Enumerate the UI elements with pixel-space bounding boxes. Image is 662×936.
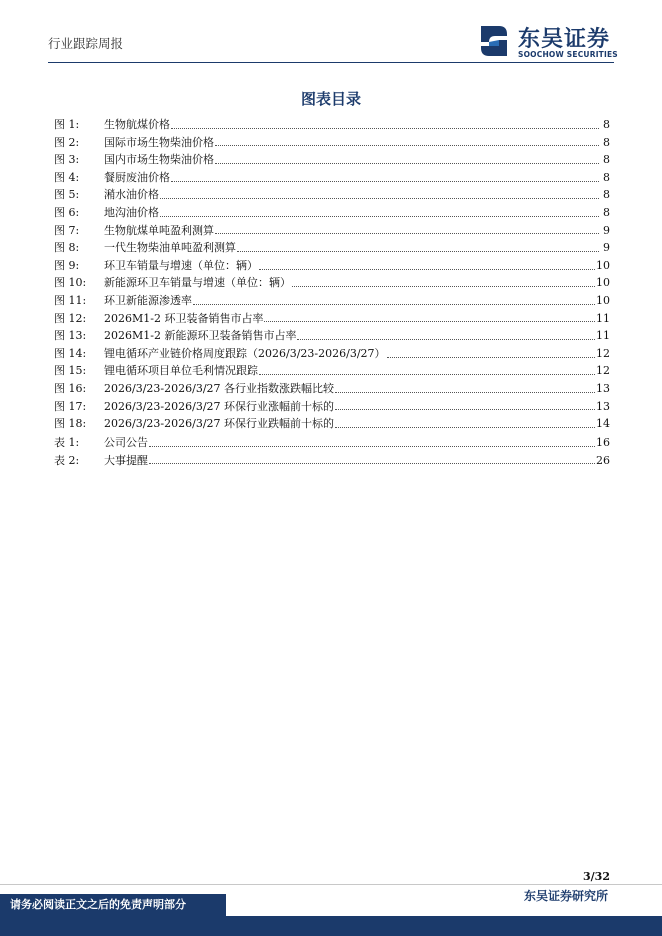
figure-entry-page: 9 [603, 241, 610, 255]
figure-entry-title: 环卫车销量与增速（单位：辆） [104, 258, 258, 272]
figure-entry-page: 12 [596, 364, 610, 378]
dot-leader [171, 117, 599, 129]
table-entry-page: 16 [596, 436, 610, 449]
figure-entry[interactable] [54, 204, 610, 222]
dot-leader [335, 381, 595, 393]
figure-entry[interactable] [54, 222, 610, 240]
footer-divider [0, 884, 662, 885]
dot-leader [259, 258, 595, 270]
figure-entry[interactable] [54, 151, 610, 169]
figure-entry-page: 8 [603, 205, 610, 219]
figure-entry-title: 餐厨废油价格 [104, 170, 170, 184]
figure-entry-title: 地沟油价格 [104, 205, 159, 219]
footer-bar [0, 916, 662, 936]
figure-entry[interactable] [54, 239, 610, 257]
figure-entry-page: 11 [596, 329, 610, 343]
figure-entry-number: 图 3: [54, 153, 80, 167]
figure-entry-page: 12 [596, 346, 610, 360]
figure-entry[interactable] [54, 257, 610, 275]
figure-entry-title: 生物航煤价格 [104, 118, 170, 131]
dot-leader [160, 187, 599, 199]
dot-leader [387, 346, 595, 358]
logo-text-cn: 东吴证券 [518, 27, 611, 52]
figure-entry-number: 图 14: [54, 346, 87, 360]
figure-entry-title: 新能源环卫车销量与增速（单位：辆） [104, 276, 291, 290]
dot-leader [297, 328, 595, 340]
dot-leader [264, 310, 595, 322]
dot-leader [215, 222, 599, 234]
dot-leader [335, 398, 595, 410]
table-entry-title: 大事提醒 [104, 453, 148, 467]
figure-entry-page: 8 [603, 188, 610, 202]
figure-entry[interactable] [54, 345, 610, 363]
figure-entry-number: 图 2: [54, 135, 80, 149]
figure-entry-number: 图 8: [54, 241, 80, 255]
disclaimer-notice: 请务必阅读正文之后的免责声明部分 [0, 894, 226, 916]
dot-leader [335, 416, 595, 428]
table-entry[interactable] [54, 452, 610, 470]
figure-entry[interactable] [54, 186, 610, 204]
figure-entry-title: 2026M1-2 新能源环卫装备销售市占率 [104, 329, 297, 343]
figure-entry-page: 13 [596, 381, 610, 395]
table-entry-title: 公司公告 [104, 436, 148, 449]
figure-entry-title: 锂电循环产业链价格周度跟踪（2026/3/23-2026/3/27） [104, 346, 386, 360]
dot-leader [215, 152, 599, 164]
figure-entry[interactable] [54, 415, 610, 433]
figure-entry-number: 图 18: [54, 417, 87, 431]
figure-entry[interactable] [54, 116, 610, 134]
figure-entry-number: 图 13: [54, 329, 87, 343]
figure-entry-page: 13 [596, 399, 610, 413]
header-divider [48, 62, 614, 63]
figure-entry-page: 10 [596, 276, 610, 290]
report-category: 行业跟踪周报 [48, 36, 124, 51]
figure-entry-page: 8 [603, 118, 610, 131]
figure-entry-number: 图 6: [54, 205, 80, 219]
figure-entry-title: 2026/3/23-2026/3/27 环保行业跌幅前十标的 [104, 417, 335, 431]
figure-entry-page: 8 [603, 153, 610, 167]
table-entry-number: 表 1: [54, 436, 80, 449]
figure-entry-page: 8 [603, 170, 610, 184]
figure-entry-title: 一代生物柴油单吨盈利测算 [104, 241, 236, 255]
table-entry-number: 表 2: [54, 453, 80, 467]
dot-leader [149, 452, 595, 464]
page-number: 3/32 [583, 870, 610, 883]
table-list [54, 434, 610, 469]
figure-entry-number: 图 16: [54, 381, 87, 395]
figure-entry-title: 锂电循环项目单位毛利情况跟踪 [104, 364, 258, 378]
dot-leader [292, 275, 595, 287]
figure-entry-number: 图 11: [54, 293, 87, 307]
figure-entry-page: 10 [596, 258, 610, 272]
figure-entry-number: 图 10: [54, 276, 87, 290]
logo-text-en: SOOCHOW SECURITIES [518, 50, 618, 59]
figure-entry[interactable] [54, 292, 610, 310]
page-title: 图表目录 [300, 90, 361, 108]
figure-entry-title: 生物航煤单吨盈利测算 [104, 223, 214, 237]
dot-leader [160, 205, 599, 217]
dot-leader [193, 293, 595, 305]
figure-entry-page: 9 [603, 223, 610, 237]
figure-entry-title: 国际市场生物柴油价格 [104, 135, 214, 149]
figure-entry[interactable] [54, 310, 610, 328]
dot-leader [171, 170, 599, 182]
figure-entry-page: 11 [596, 311, 610, 325]
table-entry-page: 26 [596, 453, 610, 467]
figure-entry-title: 环卫新能源渗透率 [104, 293, 192, 307]
figure-entry-number: 图 4: [54, 170, 80, 184]
figure-entry-number: 图 1: [54, 118, 80, 131]
soochow-logo-icon [475, 22, 513, 60]
dot-leader [259, 363, 595, 375]
figure-entry[interactable] [54, 362, 610, 380]
figure-entry-title: 2026M1-2 环卫装备销售市占率 [104, 311, 264, 325]
figure-entry-title: 2026/3/23-2026/3/27 各行业指数涨跌幅比较 [104, 381, 335, 395]
figure-entry-title: 潲水油价格 [104, 188, 159, 202]
dot-leader [215, 134, 599, 146]
dot-leader [237, 240, 599, 252]
figure-entry[interactable] [54, 398, 610, 416]
figure-entry-number: 图 12: [54, 311, 87, 325]
figure-entry[interactable] [54, 274, 610, 292]
dot-leader [149, 435, 595, 447]
company-logo [475, 22, 625, 62]
figure-list [54, 116, 610, 433]
footer-brand: 东吴证券研究所 [523, 889, 608, 903]
figure-entry[interactable] [54, 380, 610, 398]
figure-entry-page: 10 [596, 293, 610, 307]
figure-entry[interactable] [54, 169, 610, 187]
figure-entry-number: 图 17: [54, 399, 87, 413]
figure-entry-number: 图 15: [54, 364, 87, 378]
figure-entry-number: 图 5: [54, 188, 80, 202]
figure-entry-title: 国内市场生物柴油价格 [104, 153, 214, 167]
figure-entry-page: 8 [603, 135, 610, 149]
figure-entry-number: 图 9: [54, 258, 80, 272]
figure-entry-title: 2026/3/23-2026/3/27 环保行业涨幅前十标的 [104, 399, 335, 413]
figure-entry-page: 14 [596, 417, 610, 431]
table-entry[interactable] [54, 434, 610, 452]
figure-entry[interactable] [54, 327, 610, 345]
figure-entry-number: 图 7: [54, 223, 80, 237]
figure-entry[interactable] [54, 134, 610, 152]
